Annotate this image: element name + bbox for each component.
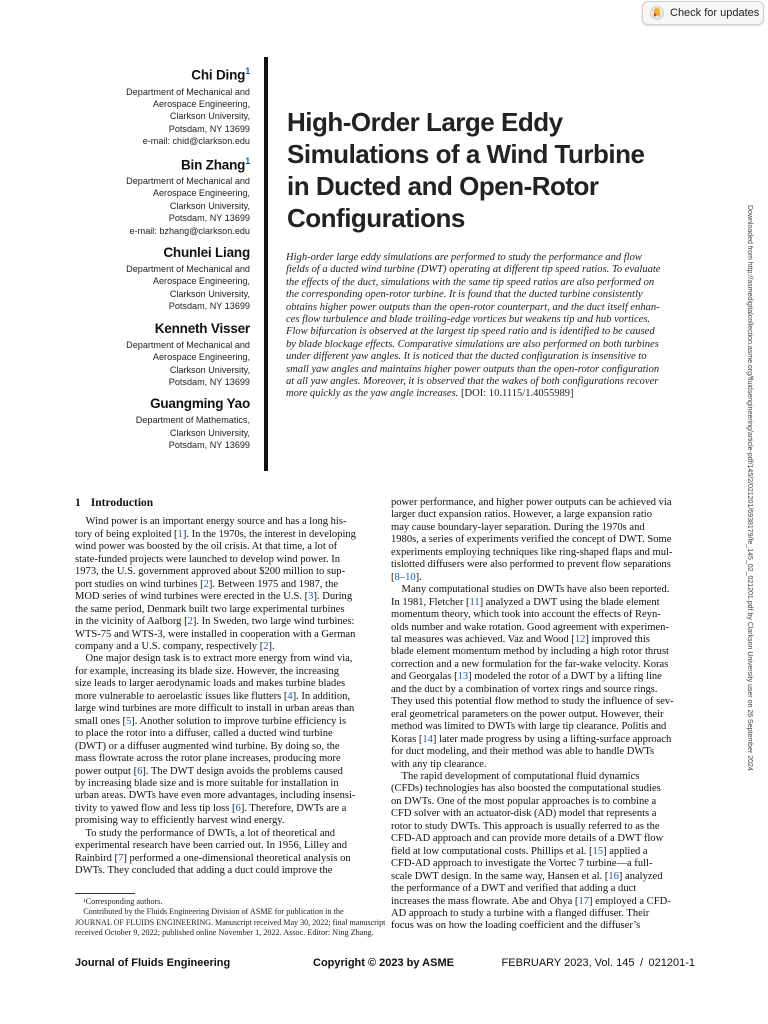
check-for-updates-icon (650, 6, 664, 20)
body-line: AD approach to study a turbine with a flanged diffuser. Their (391, 907, 650, 919)
body-line: rotor to study DWTs. This approach is usually referred to as the (391, 820, 660, 832)
body-line: method was limited to DWTs with large tip clearance. Politis and (391, 721, 667, 733)
citation-link[interactable]: 6 (137, 765, 143, 777)
body-line: MOD series of wind turbines were erected in the U.S. [3]. During (75, 591, 353, 603)
body-line: DWTs. They concluded that adding a duct could improve the (75, 865, 333, 877)
body-line: with any tip clearance. (391, 758, 487, 770)
citation-link[interactable]: 13 (457, 671, 469, 683)
doi-link[interactable]: [DOI: 10.1115/1.4055989] (458, 388, 574, 400)
affiliation-line: e-mail: chid@clarkson.edu (142, 136, 250, 147)
body-line: by increasing blade size and is more suitable for installation in (75, 777, 339, 789)
body-line: and Georgalas [13] modeled the rotor of a DWT by a lifting line (391, 671, 662, 683)
author-footnote-marker[interactable]: 1 (245, 66, 250, 76)
body-line: focus was on how the loading coefficient and the diffuser’s (391, 920, 641, 932)
body-line: more vulnerable to aeroelastic issues like flutters [4]. In addition, (75, 690, 351, 702)
footnote-line: received October 9, 2022; published online November 1, 2022. Assoc. Editor: Ning Zhang. (75, 928, 374, 938)
body-line: tal measures was achieved. Vaz and Wood [12] improved this (391, 633, 650, 645)
author-name-text: Chunlei Liang (163, 245, 250, 261)
citation-link[interactable]: 2 (263, 640, 269, 652)
affiliation-line: e-mail: bzhang@clarkson.edu (129, 225, 250, 236)
affiliation-line: Aerospace Engineering, (152, 276, 250, 287)
body-line: One major design task is to extract more energy from wind via, (75, 653, 353, 665)
body-line: scale DWT design. In the same way, Hansen et al. [16] analyzed (391, 870, 663, 882)
body-line: the same period, Denmark built two large experimental turbines (75, 603, 345, 615)
abstract-line: ces flow turbulence and blade trailing-edge vortices but weakens tip and hub vortices. (286, 314, 651, 326)
body-line: to place the rotor into a diffuser, called a ducted wind turbine (75, 728, 333, 740)
abstract-line: fields of a ducted wind turbine (DWT) operating at different tip speed ratios. To evaluate (286, 264, 661, 276)
author-name-text: Guangming Yao (150, 396, 250, 412)
body-line: tory of being exploited [1]. In the 1970s, the interest in developing (75, 528, 356, 540)
affiliation-line: Clarkson University, (169, 427, 250, 438)
footer-issue: FEBRUARY 2023, Vol. 145 / 021201-1 (501, 957, 695, 969)
body-line: CFD-AD approach and can provide more details of a DWT flow (391, 833, 664, 845)
author-block (90, 156, 250, 238)
body-line: [8–10]. (391, 571, 422, 583)
abstract-line: small yaw angles and maintains higher power outputs than the open-rotor configuration (286, 363, 660, 375)
body-line: momentum theory, which took into account the effects of Reyn- (391, 609, 661, 621)
body-line: blade element momentum method by including a high rotor thrust (391, 646, 669, 658)
footnotes (75, 897, 385, 939)
body-line: WTS-75 and WTS-3, were installed in cooperation with a German (75, 628, 356, 640)
abstract-line: the effects of the duct, simulations with the same tip speed ratios are also performed on (286, 276, 655, 288)
body-line: Many computational studies on DWTs have also been reported. (391, 584, 670, 596)
download-notice (742, 205, 754, 817)
citation-link[interactable]: 2 (187, 616, 193, 628)
author-block (90, 66, 250, 148)
body-line: urban areas. DWTs have even more advantages, including insensi- (75, 790, 356, 802)
check-for-updates-button[interactable] (642, 1, 764, 25)
abstract-line (286, 388, 701, 400)
citation-link[interactable]: 4 (287, 690, 293, 702)
left-column (75, 497, 385, 878)
footnote-line: Contributed by the Fluids Engineering Division of ASME for publication in the (75, 907, 344, 917)
citation-link[interactable]: 15 (592, 845, 604, 857)
body-line: may cause boundary-layer separation. During the 1970s and (391, 521, 645, 533)
body-line: port studies on wind turbines [2]. Between 1975 and 1987, the (75, 578, 339, 590)
affiliation-line: Department of Mathematics, (135, 415, 250, 426)
body-line: Rainbird [7] performed a one-dimensional theoretical analysis on (75, 852, 351, 864)
author-list (90, 66, 250, 460)
affiliation-line: Clarkson University, (169, 364, 250, 375)
title-line: High-Order Large Eddy (287, 107, 563, 137)
page-footer (75, 957, 695, 973)
author-name-text: Kenneth Visser (154, 320, 250, 336)
citation-link[interactable]: 17 (578, 895, 589, 907)
body-line: (CFDs) technologies has also boosted the computational studies (391, 783, 661, 795)
author-name (90, 156, 250, 173)
body-line: experimental research have been carried out. In 1956, Lilley and (75, 840, 348, 852)
affiliation-line: Clarkson University, (169, 288, 250, 299)
citation-link[interactable]: 16 (608, 870, 619, 882)
author-block (90, 396, 250, 451)
citation-link[interactable]: 2 (203, 578, 209, 590)
body-line: state-funded projects were launched to develop wind power. In (75, 553, 341, 565)
vertical-rule (264, 57, 268, 471)
body-line: wind power was boosted by the oil crisis. At that time, a lot of (75, 541, 338, 553)
affiliation-line: Potsdam, NY 13699 (168, 376, 250, 387)
abstract-line: High-order large eddy simulations are performed to study the performance and flow (286, 252, 642, 263)
title-line: in Ducted and Open-Rotor (287, 171, 599, 201)
body-line: The rapid development of computational fluid dynamics (391, 770, 640, 782)
author-name-text: Chi Ding (191, 67, 246, 83)
abstract-text: more quickly as the yaw angle increases. (286, 388, 459, 400)
author-name (90, 396, 250, 411)
citation-link[interactable]: 14 (422, 733, 433, 745)
affiliation-line: Potsdam, NY 13699 (168, 213, 250, 224)
body-line: mass flowrate across the rotor plane increases, producing more (75, 753, 341, 765)
body-line: tislotted diffusers were also performed to prevent flow separations (391, 559, 671, 571)
affiliation-line: Department of Mechanical and (126, 339, 250, 350)
section-title: Introduction (90, 497, 154, 509)
body-line: olds number and wake rotation. Good agreement with experimen- (391, 621, 669, 633)
abstract-line: by blade blockage effects. Comparative simulations are also performed on both turbines (286, 338, 659, 350)
body-line: In 1981, Fletcher [11] analyzed a DWT using the blade element (391, 596, 660, 608)
affiliation-line: Potsdam, NY 13699 (168, 301, 250, 312)
affiliation-line: Clarkson University, (169, 200, 250, 211)
citation-link[interactable]: 5 (125, 715, 132, 727)
body-line: power output [6]. The DWT design avoids the problems caused (75, 765, 343, 777)
citation-link[interactable]: 1 (177, 528, 183, 540)
body-line: 1980s, a series of experiments verified the concept of DWT. Some (391, 534, 672, 546)
body-line: size leads to larger aerodynamic loads and makes turbine blades (75, 678, 346, 690)
body-line: (DWT) or a diffuser augmented wind turbine. By doing so, the (75, 740, 340, 752)
body-line: correction and a new formulation for the far-wake velocity. Koras (391, 658, 669, 670)
affiliation-line: Department of Mechanical and (126, 264, 250, 275)
footer-journal: Journal of Fluids Engineering (75, 957, 231, 969)
body-line: eral geometrical parameters on the power output. However, their (391, 708, 664, 720)
affiliation-line: Potsdam, NY 13699 (168, 440, 250, 451)
author-name (90, 245, 250, 260)
abstract-line: at all yaw angles. Moreover, it is observed that the wakes of both configurations recover (286, 376, 659, 388)
author-block (90, 245, 250, 313)
body-line: CFD solver with an actuator-disk (AD) model that represents a (391, 808, 657, 820)
body-line: field at low computational costs. Phillips et al. [15] applied a (391, 845, 648, 857)
body-line: Koras [14] later made progress by using a lifting-surface approach (391, 733, 672, 745)
body-line: for example, increasing its blade size. However, the increasing (75, 665, 340, 677)
body-line: They used this potential flow method to study the influence of sev- (391, 696, 674, 708)
body-line: experiments employing techniques like ring-shaped flaps and mul- (391, 546, 673, 558)
author-footnote-marker[interactable]: 1 (245, 155, 250, 166)
citation-link[interactable]: 6 (235, 802, 241, 814)
body-line: To study the performance of DWTs, a lot of theoretical and (75, 827, 336, 839)
body-line: on DWTs. One of the most popular approaches is to combine a (391, 795, 657, 807)
right-column (391, 497, 701, 933)
affiliation-line: Clarkson University, (169, 111, 250, 122)
abstract-line: the corresponding open-rotor turbine. It is found that the ducted turbine consistently (286, 289, 643, 301)
body-line: larger duct expansion ratios. However, a large expansion ratio (391, 509, 653, 521)
body-line: tivity to yawed flow and less tip loss [6]. Therefore, DWTs are a (75, 802, 347, 814)
affiliation-line: Aerospace Engineering, (152, 352, 250, 363)
download-notice-text: Downloaded from http://asmedigitalcollection.asme.org/fluidsengineering/article-pdf/145/2/021201/6938179/fe_145_02_021201.pdf by Clarkson University user on 26 September 2024 (746, 205, 753, 771)
title-line: Configurations (287, 203, 465, 233)
body-line: the performance of a DWT and verified that adding a duct (391, 883, 637, 895)
footnote-line: ¹Corresponding authors. (75, 897, 163, 906)
section-heading (75, 497, 385, 509)
title-line: Simulations of a Wind Turbine (287, 139, 645, 169)
abstract (286, 252, 701, 401)
body-line: power performance, and higher power outputs can be achieved via (391, 497, 672, 508)
citation-link[interactable]: 7 (118, 852, 124, 864)
body-line: for duct modeling, and their method was able to handle DWTs (391, 746, 655, 758)
body-line: Wind power is an important energy source and has a long his- (75, 516, 347, 528)
citation-link[interactable]: 8–10 (394, 571, 416, 583)
affiliation-line: Aerospace Engineering, (152, 98, 250, 109)
citation-link[interactable]: 3 (308, 591, 314, 603)
affiliation-line: Potsdam, NY 13699 (168, 123, 250, 134)
author-block (90, 321, 250, 389)
body-line: and the duct by a combination of vortex rings and source rings. (391, 683, 658, 695)
body-line: large wind turbines are more difficult to install in urban areas than (75, 703, 355, 715)
body-line: small ones [5]. Another solution to improve turbine efficiency is (75, 715, 347, 727)
body-line: company and a U.S. company, respectively [2]. (75, 640, 275, 652)
paper-title (287, 106, 687, 234)
abstract-line: Flow bifurcation is observed at the largest tip speed ratio and is identified to be caused (286, 326, 655, 338)
affiliation-line: Department of Mechanical and (126, 176, 250, 187)
citation-link[interactable]: 12 (574, 633, 586, 645)
footnote-line: JOURNAL OF FLUIDS ENGINEERING. Manuscript received May 30, 2022; final manuscript (75, 917, 386, 927)
affiliation-line: Aerospace Engineering, (152, 188, 250, 199)
footer-copyright: Copyright © 2023 by ASME (313, 957, 454, 969)
abstract-line: obtains higher power outputs than the open-rotor counterpart, and the duct itself enhan- (286, 301, 660, 313)
author-name (90, 66, 250, 83)
body-line: in the vicinity of Aalborg [2]. In Sweden, two large wind turbines: (75, 616, 355, 628)
body-line: promising way to efficiently harvest wind energy. (75, 815, 285, 827)
check-for-updates-label: Check for updates (670, 7, 760, 19)
body-line: CFD-AD approach to investigate the Vortec 7 turbine—a full- (391, 858, 653, 870)
abstract-line: under different yaw angles. It is noticed that the ducted configuration is insensitive to (286, 351, 647, 363)
author-name-text: Bin Zhang (180, 157, 246, 173)
body-line: 1973, the U.S. government approved about $200 million to sup- (75, 566, 346, 578)
citation-link[interactable]: 11 (469, 596, 480, 608)
author-name (90, 321, 250, 336)
section-number: 1 (75, 497, 81, 509)
footnote-rule (75, 893, 135, 894)
body-line: increases the mass flowrate. Abe and Ohya [17] employed a CFD- (391, 895, 671, 907)
affiliation-line: Department of Mechanical and (126, 86, 250, 97)
